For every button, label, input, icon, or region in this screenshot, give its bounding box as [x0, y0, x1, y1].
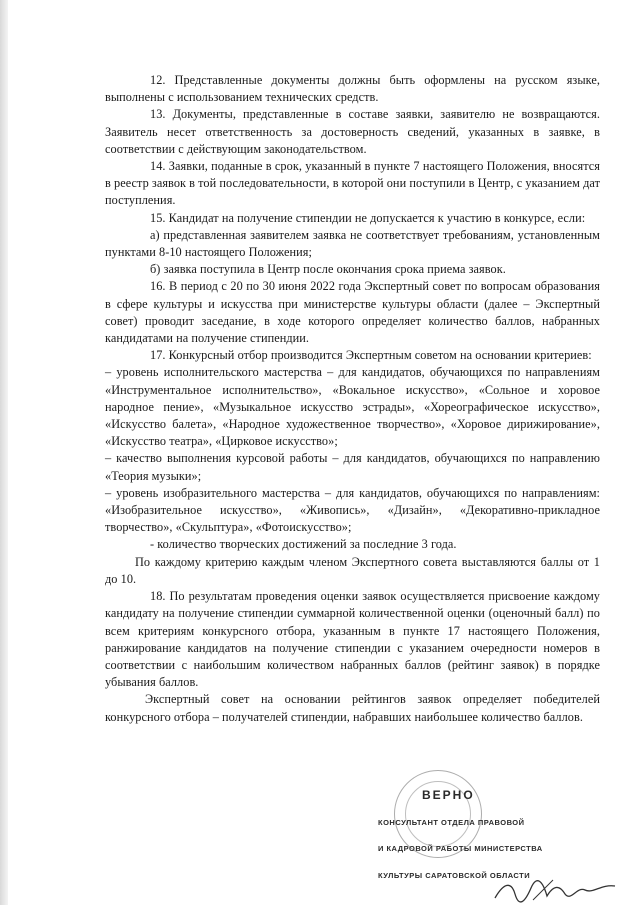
paragraph-14: 14. Заявки, поданные в срок, указанный в пункте 7 настоящего Положения, вносятся в реестр заявок в той последовательности, в которой они поступили в Центр, с указанием дат поступления.: [105, 159, 600, 208]
paragraph-15a: а) представленная заявителем заявка не соответствует требованиям, установленным пунктами 8-10 настоящего Положения;: [105, 227, 600, 260]
stamp-title: ВЕРНО: [422, 788, 475, 802]
paragraph-13: 13. Документы, представленные в составе заявки, заявителю не возвращаются. Заявитель несет ответственность за достоверность сведений, указанных в заявке, в соответствии с действующим законодательством.: [105, 107, 600, 156]
paragraph-18: 18. По результатам проведения оценки заявок осуществляется присвоение каждому кандидату на получение стипендии суммарной количественной оценки (оценочный балл) по всем критериям конкурсного отбора, указанным в пункте 17 настоящего Положения, ранжирование кандидатов на получение стипендии с указанием очередности номеров в соответствии с наибольшим количеством набранных баллов (рейтинг заявок) в порядке убывания баллов.: [105, 589, 600, 690]
stamp-position-line: КОНСУЛЬТАНТ ОТДЕЛА ПРАВОВОЙ: [378, 818, 525, 827]
paragraph-winners: Экспертный совет на основании рейтингов заявок определяет победителей конкурсного отбора – получателей стипендии, набравших наибольшее количество баллов.: [105, 692, 600, 724]
stamp-ministry-line: КУЛЬТУРЫ САРАТОВСКОЙ ОБЛАСТИ: [378, 871, 531, 880]
paragraph-17-criterion-visual-art: – уровень изобразительного мастерства – для кандидатов, обучающихся по направлениям: «Изобразительное искусство», «Живопись», «Дизайн», «Декоративно-прикладное творчество», «Скульптура», «Фотоискусство»;: [105, 485, 600, 535]
paragraph-17-criterion-achievements: - количество творческих достижений за последние 3 года.: [150, 537, 457, 552]
handwritten-signature-icon: [493, 876, 618, 906]
stamp-department-line: И КАДРОВОЙ РАБОТЫ МИНИСТЕРСТВА: [378, 844, 543, 853]
paragraph-15: 15. Кандидат на получение стипендии не допускается к участию в конкурсе, если:: [150, 210, 586, 225]
certification-stamp: [378, 780, 623, 900]
paragraph-17: 17. Конкурсный отбор производится Экспертным советом на основании критериев:: [150, 348, 592, 363]
paragraph-17-criterion-coursework: – качество выполнения курсовой работы – для кандидатов, обучающихся по направлению «Теория музыки»;: [105, 451, 600, 483]
paragraph-12: 12. Представленные документы должны быть оформлены на русском языке, выполнены с использованием технических средств.: [105, 73, 600, 105]
paragraph-16: 16. В период с 20 по 30 июня 2022 года Экспертный совет по вопросам образования в сфере культуры и искусства при министерстве культуры области (далее – Экспертный совет) проводит заседание, в ходе которого определяет количество баллов, набранных кандидатами на получение стипендии.: [105, 279, 600, 346]
document-body: [105, 72, 600, 726]
paragraph-17-criterion-performance: – уровень исполнительского мастерства – для кандидатов, обучающихся по направлениям «Инструментальное исполнительство», «Вокальное искусство», «Сольное и хоровое народное пение», «Музыкальное искусство эстрады», «Хореографическое искусство», «Искусство балета», «Народное художественное творчество», «Хоровое дирижирование», «Искусство театра», «Цирковое искусство»;: [105, 365, 600, 449]
paragraph-15b: б) заявка поступила в Центр после окончания срока приема заявок.: [150, 262, 506, 277]
paragraph-17-scoring: По каждому критерию каждым членом Экспертного совета выставляются баллы от 1 до 10.: [105, 554, 600, 586]
scan-page-edge: [0, 0, 8, 905]
